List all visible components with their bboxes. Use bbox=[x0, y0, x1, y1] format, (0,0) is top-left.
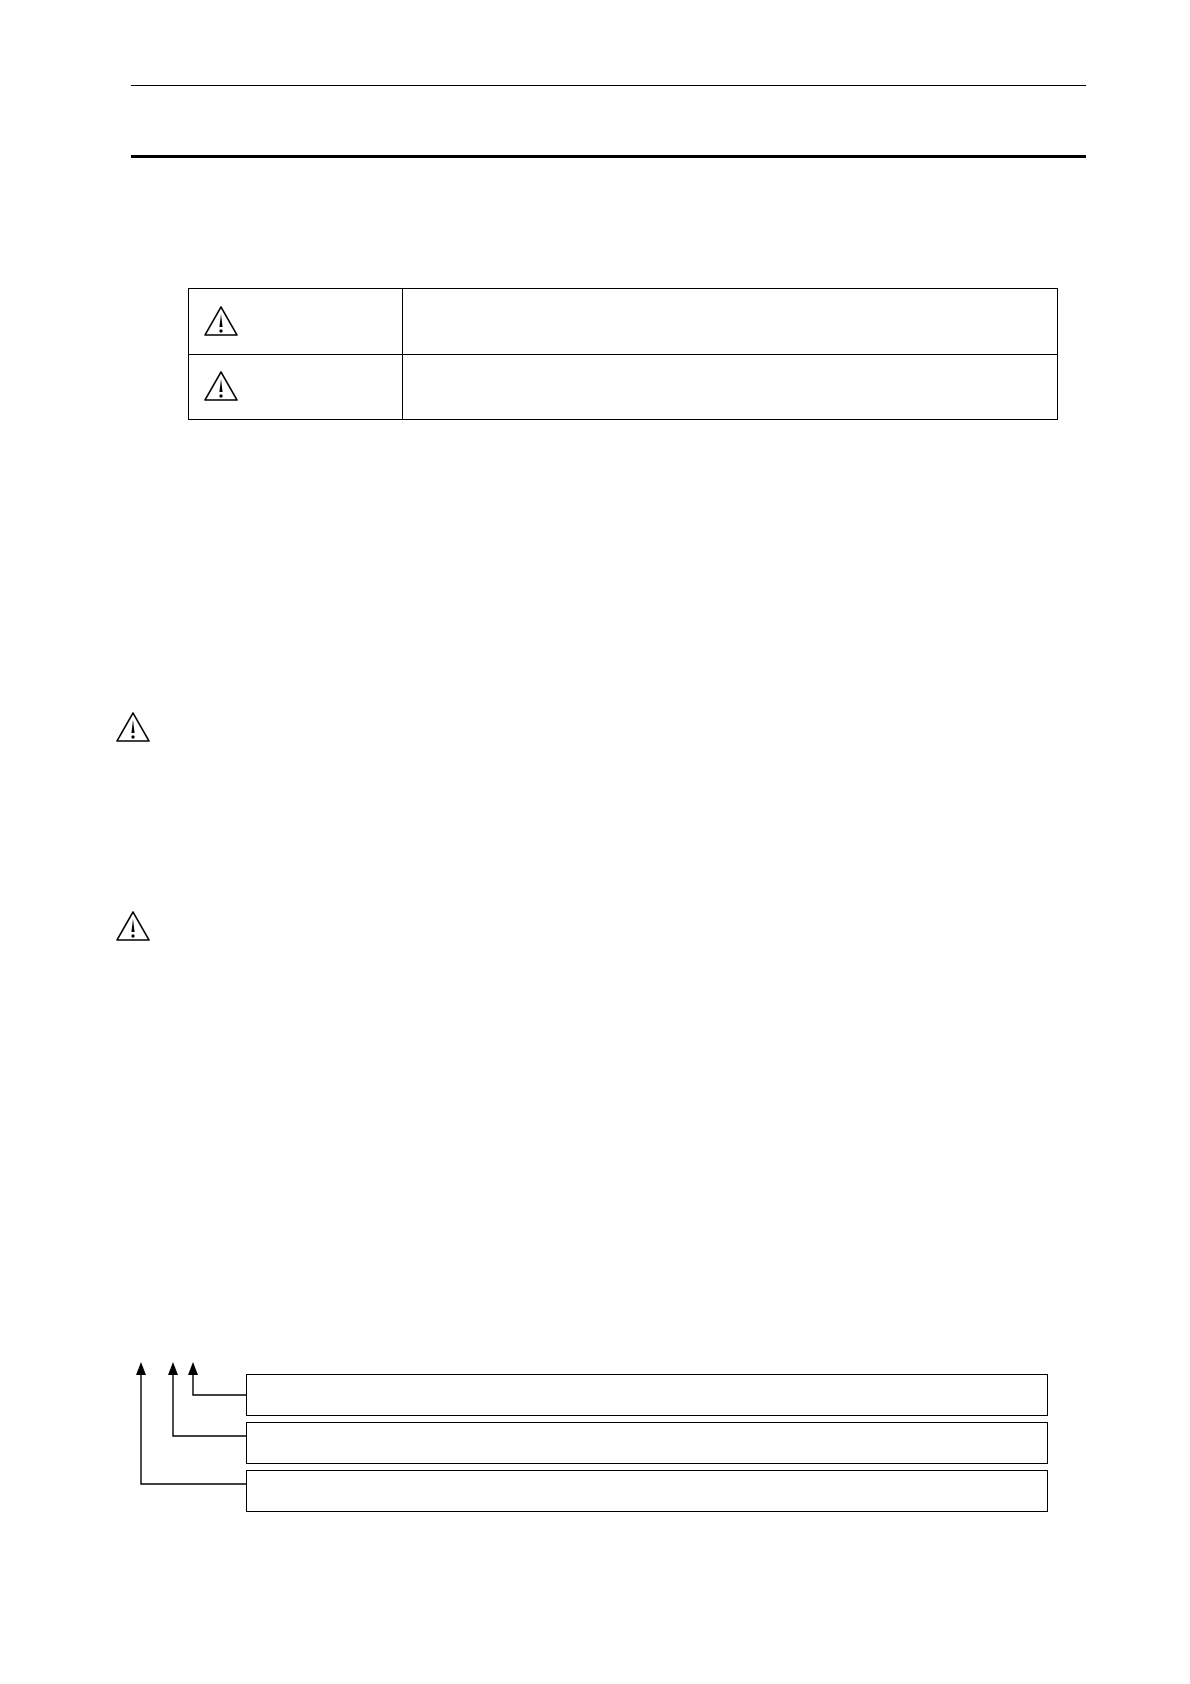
safety-symbol-table bbox=[188, 288, 1058, 420]
warning-triangle-icon bbox=[203, 305, 239, 337]
table-row bbox=[189, 289, 1057, 355]
header-rule-thin bbox=[131, 85, 1086, 86]
warning-triangle-icon bbox=[203, 370, 239, 402]
table-row bbox=[189, 354, 1057, 419]
header-rule-thick bbox=[131, 155, 1086, 158]
warning-triangle-icon bbox=[115, 711, 151, 743]
model-code-legend-box bbox=[246, 1422, 1048, 1464]
model-code-legend-box bbox=[246, 1374, 1048, 1416]
warning-triangle-icon bbox=[115, 910, 151, 942]
model-code-legend-box bbox=[246, 1470, 1048, 1512]
